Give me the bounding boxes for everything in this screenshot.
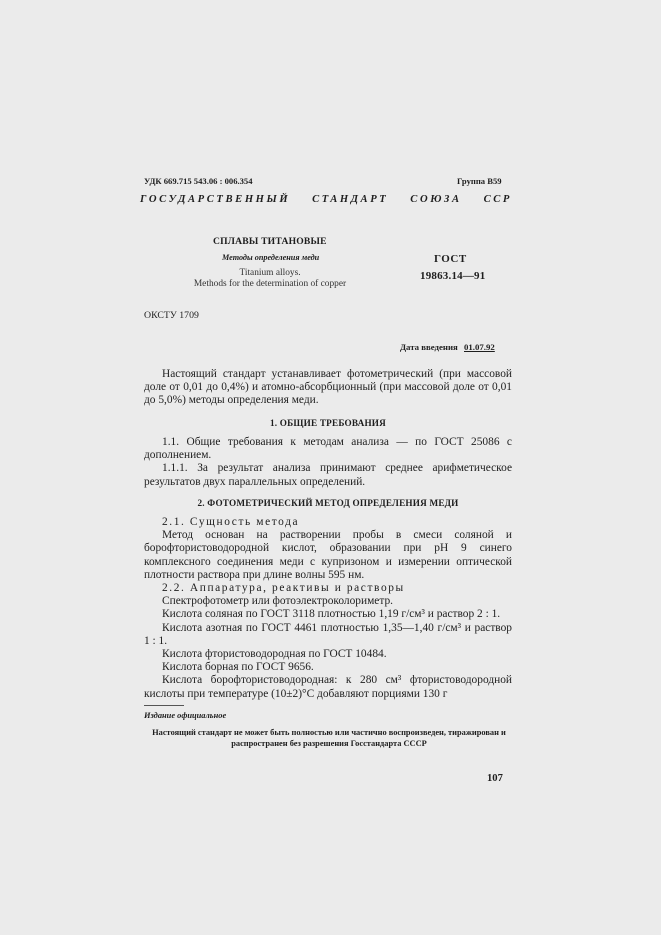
reagent-item: Кислота соляная по ГОСТ 3118 плотностью 1,19 г/см³ и раствор 2 : 1. [162, 608, 501, 621]
reagent-item: Кислота азотная по ГОСТ 4461 плотностью 1,35—1,40 г/см³ и раствор 1 : 1. [144, 621, 512, 647]
section-2-body [144, 516, 512, 701]
section-1-body [144, 436, 512, 489]
effective-date-value: 01.07.92 [464, 342, 495, 352]
clause-2-1-text: Метод основан на растворении пробы в смеси соляной и борофтористоводородной кислот, образовании при pH 9 синего комплексного соединения меди с купризоном и измерении оптической плотности раствора при длине волны 595 нм. [144, 529, 512, 581]
oksty-code: ОКСТУ 1709 [144, 310, 199, 321]
section-2 [144, 497, 512, 510]
document-subtitle: Методы определения меди [222, 253, 320, 262]
page-number: 107 [487, 773, 503, 784]
clause-2-1-title: 2.1. Сущность метода [162, 516, 300, 528]
section-1 [144, 417, 512, 430]
copyright-notice: Настоящий стандарт не может быть полностью или частично воспроизведен, тиражирован и распространен без разрешения Госстандарта СССР [152, 728, 506, 748]
official-edition-label: Издание официальное [144, 711, 227, 720]
english-title [180, 268, 360, 290]
document-title: СПЛАВЫ ТИТАНОВЫЕ [213, 236, 327, 247]
section-1-heading: 1. ОБЩИЕ ТРЕБОВАНИЯ [269, 418, 386, 428]
clause-1-1: 1.1. Общие требования к методам анализа — по ГОСТ 25086 с дополнением. [144, 436, 512, 462]
effective-date [400, 342, 495, 352]
english-title-line-1: Titanium alloys. [239, 268, 301, 278]
state-standard-line: ГОСУДАРСТВЕННЫЙ СТАНДАРТ СОЮЗА ССР [140, 194, 512, 205]
clause-2-2-title: 2.2. Аппаратура, реактивы и растворы [162, 582, 405, 595]
section-2-heading: 2. ФОТОМЕТРИЧЕСКИЙ МЕТОД ОПРЕДЕЛЕНИЯ МЕДИ [197, 498, 459, 508]
footer-divider [144, 705, 184, 706]
gost-label: ГОСТ [434, 253, 467, 265]
effective-date-label: Дата введения [400, 342, 458, 352]
reagent-item: Кислота фтористоводородная по ГОСТ 10484. [162, 648, 387, 661]
intro-text: Настоящий стандарт устанавливает фотометрический (при массовой доле от 0,01 до 0,4%) и атомно-абсорбционный (при массовой доле от 0,01 до 5,0%) методы определения меди. [144, 368, 512, 407]
group-code: Группа В59 [457, 176, 502, 186]
udk-code: УДК 669.715 543.06 : 006.354 [144, 176, 253, 186]
reagent-item: Кислота борофтористоводородная: к 280 см³ фтористоводородной кислоты при температуре (10±2)°С добавляют порциями 130 г [144, 674, 512, 700]
clause-1-1-1: 1.1.1. За результат анализа принимают среднее арифметическое результатов двух параллельных определений. [144, 462, 512, 488]
reagent-item: Кислота борная по ГОСТ 9656. [162, 661, 314, 674]
gost-number: 19863.14—91 [420, 270, 486, 282]
reagent-item: Спектрофотометр или фотоэлектроколориметр. [162, 595, 394, 608]
intro-paragraph [144, 368, 512, 408]
english-title-line-2: Methods for the determination of copper [193, 279, 347, 289]
